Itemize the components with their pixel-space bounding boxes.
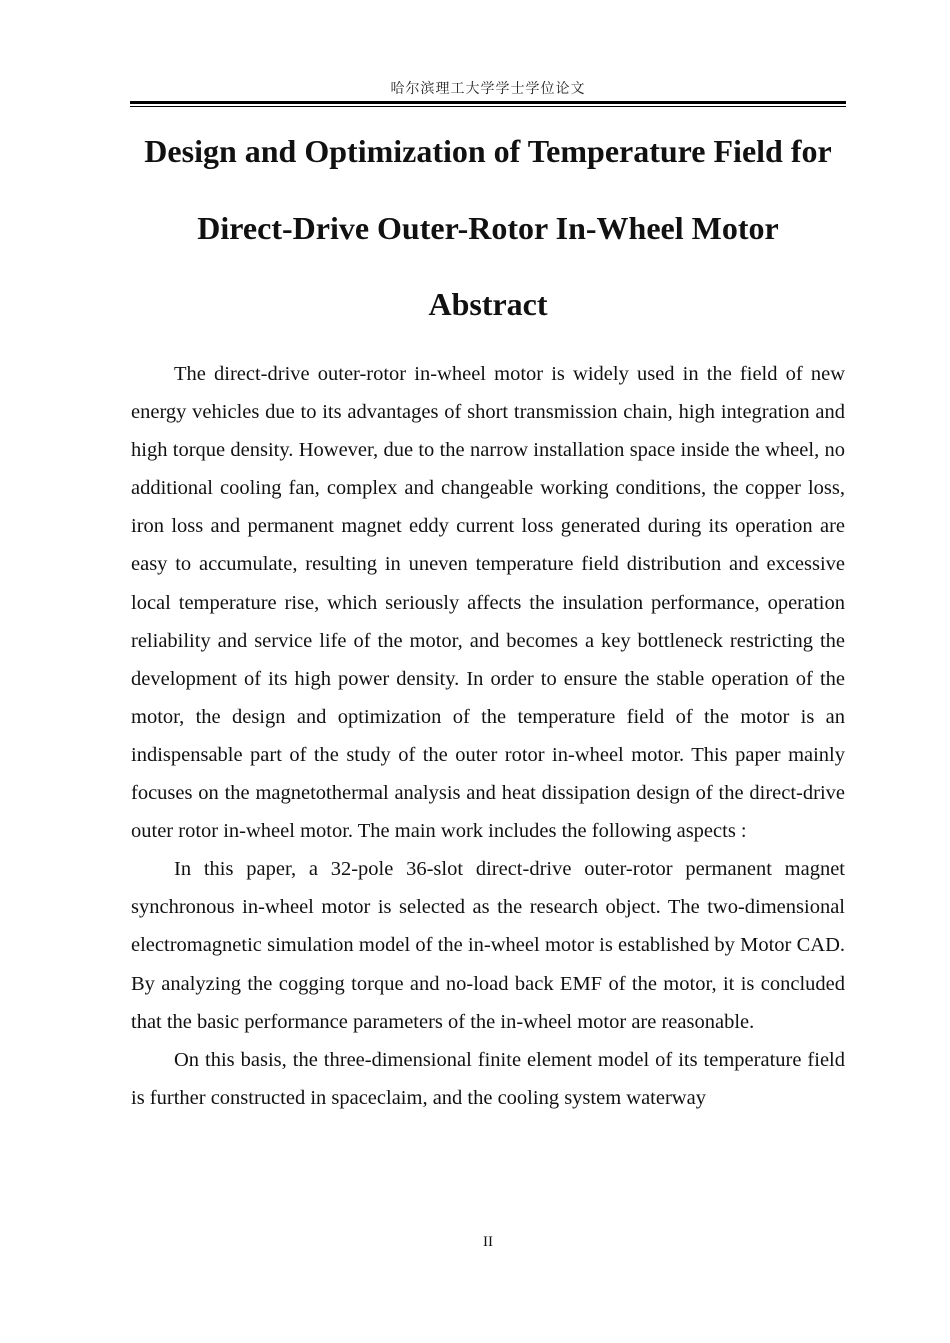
abstract-body <box>131 355 845 1117</box>
running-header: 哈尔滨理工大学学士学位论文 <box>390 81 586 97</box>
header-rule-thick <box>130 101 846 104</box>
page-number: II <box>483 1234 493 1250</box>
paper-title-line-1: Design and Optimization of Temperature Field for <box>144 133 832 169</box>
header-rule-thin <box>130 106 846 107</box>
abstract-paragraph-1: The direct-drive outer-rotor in-wheel motor is widely used in the field of new energy vehicles due to its advantages of short transmission chain, high integration and high torque density. However, due to the narrow installation space inside the wheel, no additional cooling fan, complex and changeable working conditions, the copper loss, iron loss and permanent magnet eddy current loss generated during its operation are easy to accumulate, resulting in uneven temperature field distribution and excessive local temperature rise, which seriously affects the insulation performance, operation reliability and service life of the motor, and becomes a key bottleneck restricting the development of its high power density. In order to ensure the stable operation of the motor, the design and optimization of the temperature field of the motor is an indispensable part of the study of the outer rotor in-wheel motor. This paper mainly focuses on the magnetothermal analysis and heat dissipation design of the direct-drive outer rotor in-wheel motor. The main work includes the following aspects : <box>131 363 845 843</box>
abstract-paragraph-3: On this basis, the three-dimensional finite element model of its temperature field is further constructed in spaceclaim, and the cooling system waterway <box>131 1048 845 1109</box>
abstract-paragraph-2: In this paper, a 32-pole 36-slot direct-drive outer-rotor permanent magnet synchronous in-wheel motor is selected as the research object. The two-dimensional electromagnetic simulation model of the in-wheel motor is established by Motor CAD. By analyzing the cogging torque and no-load back EMF of the motor, it is concluded that the basic performance parameters of the in-wheel motor are reasonable. <box>131 858 845 1033</box>
paper-title-line-2: Direct-Drive Outer-Rotor In-Wheel Motor <box>197 210 779 246</box>
section-heading-abstract: Abstract <box>428 286 548 322</box>
